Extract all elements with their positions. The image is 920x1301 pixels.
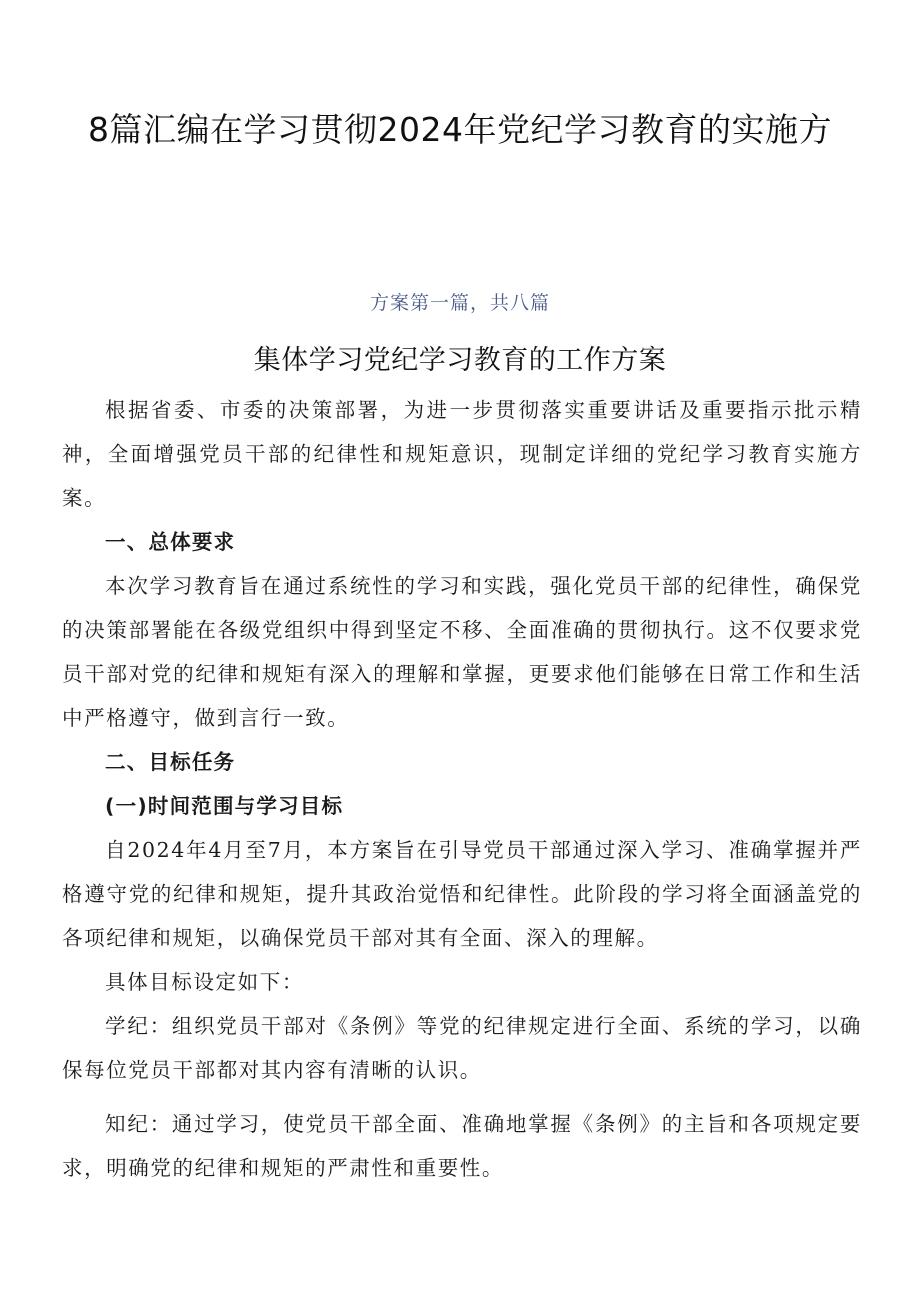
intro-paragraph: 根据省委、市委的决策部署，为进一步贯彻落实重要讲话及重要指示批示精神，全面增强党员干部的纪律性和规矩意识，现制定详细的党纪学习教育实施方案。 [62, 398, 862, 510]
heading-overall-requirements: 一、总体要求 [105, 530, 236, 554]
time-scope-paragraph: 自2024年4月至7月，本方案旨在引导党员干部通过深入学习、准确掌握并严格遵守党的纪律和规矩，提升其政治觉悟和纪律性。此阶段的学习将全面涵盖党的各项纪律和规矩，以确保党员干部对其有全面、深入的理解。 [62, 838, 862, 950]
section-title: 集体学习党纪学习教育的工作方案 [253, 345, 667, 376]
subheading-time-scope: (一)时间范围与学习目标 [105, 794, 344, 818]
heading-goals-tasks: 二、目标任务 [105, 750, 236, 774]
document-body [62, 388, 862, 1190]
learn-discipline-paragraph: 学纪：组织党员干部对《条例》等党的纪律规定进行全面、系统的学习，以确保每位党员干部都对其内容有清晰的认识。 [62, 1014, 862, 1082]
part-label: 方案第一篇，共八篇 [369, 292, 550, 314]
overall-requirements-paragraph: 本次学习教育旨在通过系统性的学习和实践，强化党员干部的纪律性，确保党的决策部署能在各级党组织中得到坚定不移、全面准确的贯彻执行。这不仅要求党员干部对党的纪律和规矩有深入的理解和掌握，更要求他们能够在日常工作和生活中严格遵守，做到言行一致。 [62, 574, 862, 730]
document-title: 8篇汇编在学习贯彻2024年党纪学习教育的实施方 [88, 110, 832, 149]
know-discipline-paragraph: 知纪：通过学习，使党员干部全面、准确地掌握《条例》的主旨和各项规定要求，明确党的纪律和规矩的严肃性和重要性。 [62, 1112, 862, 1180]
goals-intro-paragraph: 具体目标设定如下： [105, 970, 304, 994]
